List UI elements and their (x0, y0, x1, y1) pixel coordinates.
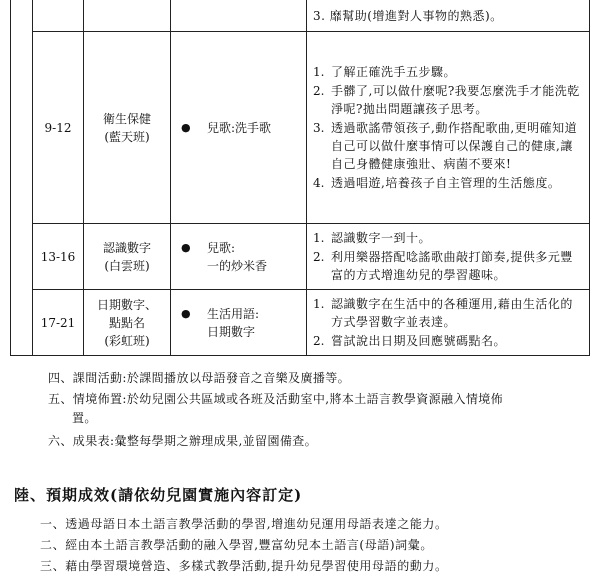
list-item: 1. 認識數字一到十。 (313, 231, 432, 245)
activity-cell (171, 290, 307, 356)
unit-cell (84, 290, 171, 356)
week-cell: 9-12 (33, 32, 84, 224)
section-environment (48, 390, 588, 428)
activity-cell (171, 32, 307, 224)
expected-outcomes-heading: 陸、預期成效(請依幼兒園實施內容訂定) (14, 486, 303, 504)
bullet-icon: ● (181, 120, 191, 134)
unit-title: 衛生保健 (102, 111, 151, 126)
outcomes-list (40, 514, 590, 577)
unit-cell (84, 0, 171, 32)
goals-cell (307, 32, 590, 224)
activity-subtitle: 一的炒米香 (207, 258, 268, 273)
unit-title: 日期數字、 (96, 297, 157, 312)
bullet-icon: ● (181, 240, 191, 254)
section-class-activity: 四、課間活動:於課間播放以母語發音之音樂及廣播等。 (48, 371, 351, 385)
class-name: (白雲班) (104, 258, 150, 273)
activity-title: 生活用語: (207, 306, 260, 321)
unit-title: 認識數字 (102, 240, 151, 255)
section-environment-line2: 置。 (72, 411, 97, 425)
list-item: 1. 了解正確洗手五步驟。 (313, 65, 457, 79)
activity-title: 兒歌: (207, 240, 236, 255)
bullet-icon: ● (181, 306, 191, 320)
goal-text: 3. 靡幫助(增進對人事物的熟悉)。 (313, 8, 503, 23)
goals-cell (307, 290, 590, 356)
activity-plan-table (10, 0, 590, 356)
list-item: 二、經由本土語言教學活動的融入學習,豐富幼兒本土語言(母語)詞彙。 (40, 538, 433, 552)
section-results: 六、成果表:彙整每學期之辦理成果,並留園備查。 (48, 434, 318, 448)
goals-cell (307, 224, 590, 290)
list-item: 4. 透過唱遊,培養孩子自主管理的生活態度。 (313, 176, 561, 190)
goal-list (313, 295, 585, 350)
blank-column-cell (11, 0, 33, 356)
activity-title: 兒歌:洗手歌 (207, 120, 272, 135)
goals-cell (307, 0, 590, 32)
table-row (11, 32, 590, 224)
activity-cell (171, 0, 307, 32)
list-item: 三、藉由學習環境營造、多樣式教學活動,提升幼兒學習使用母語的動力。 (40, 559, 448, 573)
table-row (11, 0, 590, 32)
class-name: (彩虹班) (104, 333, 150, 348)
unit-cell (84, 224, 171, 290)
activity-subtitle: 日期數字 (207, 324, 256, 339)
week-cell: 17-21 (33, 290, 84, 356)
week-cell: 13-16 (33, 224, 84, 290)
unit-subtitle: 點點名 (108, 315, 145, 330)
week-cell (33, 0, 84, 32)
list-item: 一、透過母語日本土語言教學活動的學習,增進幼兒運用母語表達之能力。 (40, 517, 448, 531)
class-name: (藍天班) (104, 129, 150, 144)
list-item: 2. 嘗試說出日期及回應號碼點名。 (313, 334, 507, 348)
goal-list (313, 63, 585, 192)
list-item: 1. 認識數字在生活中的各種運用,藉由生活化的方式學習數字並表達。 (313, 297, 573, 329)
table-row (11, 224, 590, 290)
section-environment-line1: 五、情境佈置:於幼兒園公共區域或各班及活動室中,將本土語言教學資源融入情境佈 (48, 392, 504, 406)
activity-cell (171, 224, 307, 290)
list-item: 2. 利用樂器搭配唸謠歌曲敲打節奏,提供多元豐富的方式增進幼兒的學習趣味。 (313, 250, 573, 282)
table-row (11, 290, 590, 356)
list-item: 2. 手髒了,可以做什麼呢?我要怎麼洗手才能洗乾淨呢?拋出問題讓孩子思考。 (313, 84, 580, 116)
unit-cell (84, 32, 171, 224)
goal-list (313, 229, 585, 284)
list-item: 3. 透過歌謠帶領孩子,動作搭配歌曲,更明確知道自己可以做什麼事情可以保護自己的健康,讓自己身體健康強壯、病菌不要來! (313, 121, 578, 171)
